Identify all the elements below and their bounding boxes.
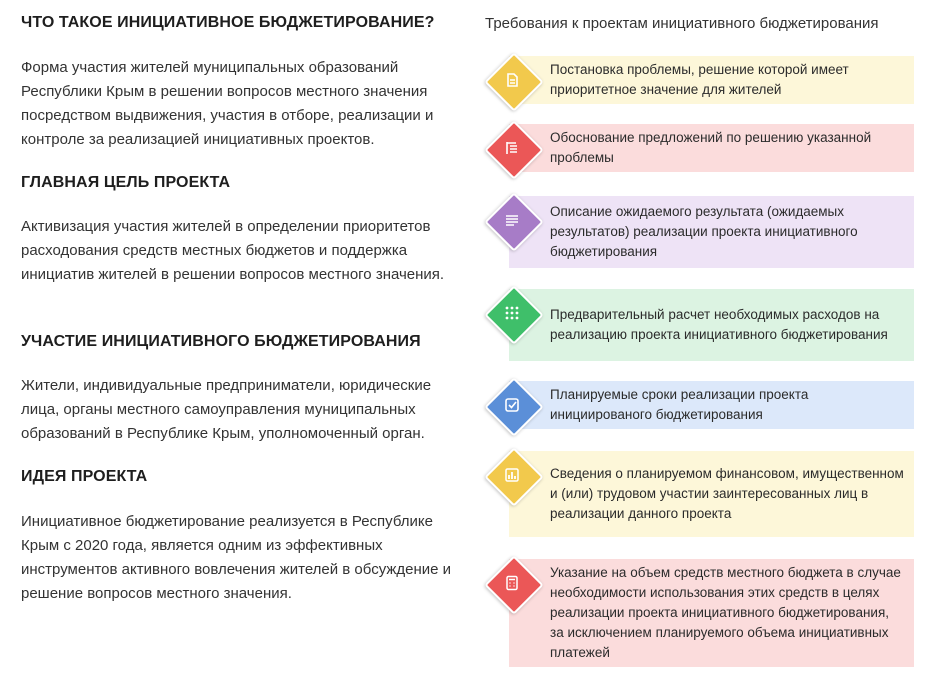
section-title-main-goal: ГЛАВНАЯ ЦЕЛЬ ПРОЕКТА [21,174,231,191]
requirement-card [509,289,914,361]
requirement-text: Предварительный расчет необходимых расходов на реализацию проекта инициативного бюджетирования [550,307,888,342]
section-text-what-is: Форма участия жителей муниципальных образований Республики Крым в решении вопросов местного значения посредством выдвижения, участия в отборе, реализации и контроле за реализацией инициативных проектов. [21,59,434,148]
chart-icon [488,451,536,499]
list-icon [488,124,536,172]
calculator-icon [488,559,536,607]
requirement-text: Указание на объем средств местного бюджета в случае необходимости использования этих средств в целях реализации проекта инициативного бюджетирования, за исключением планируемого объема инициативных платежей [550,565,901,660]
section-text-main-goal: Активизация участия жителей в определении приоритетов расходования средств местных бюджетов и поддержка инициатив жителей в решении вопросов местного значения. [21,218,445,283]
section-text-idea: Инициативное бюджетирование реализуется в Республике Крым с 2020 года, является одним из эффективных инструментов активного вовлечения жителей в обсуждение и решение вопросов местного значения. [21,513,452,602]
checkbox-icon [488,381,536,429]
section-title-participants: УЧАСТИЕ ИНИЦИАТИВНОГО БЮДЖЕТИРОВАНИЯ [21,333,421,350]
section-title-idea: ИДЕЯ ПРОЕКТА [21,468,148,485]
requirement-text: Планируемые сроки реализации проекта инициированого бюджетирования [550,387,809,422]
grid-icon [488,289,536,337]
requirement-text: Постановка проблемы, решение которой имеет приоритетное значение для жителей [550,62,849,97]
requirement-card [509,451,914,537]
requirement-text: Обоснование предложений по решению указанной проблемы [550,130,872,165]
requirements-title: Требования к проектам инициативного бюджетирования [485,15,879,32]
requirement-card [509,56,914,104]
requirement-card [509,381,914,429]
lines-icon [488,196,536,244]
section-title-what-is: ЧТО ТАКОЕ ИНИЦИАТИВНОЕ БЮДЖЕТИРОВАНИЕ? [21,14,435,31]
requirement-text: Описание ожидаемого результата (ожидаемых результатов) реализации проекта инициативного бюджетирования [550,204,858,259]
requirement-card [509,196,914,268]
requirement-card [509,124,914,172]
requirement-card [509,559,914,667]
section-text-participants: Жители, индивидуальные предприниматели, юридические лица, органы местного самоуправления муниципальных образований в Республике Крым, уполномоченный орган. [21,377,432,442]
requirement-text: Сведения о планируемом финансовом, имущественном и (или) трудовом участии заинтересованных лиц в реализации данного проекта [550,466,904,521]
document-icon [488,56,536,104]
